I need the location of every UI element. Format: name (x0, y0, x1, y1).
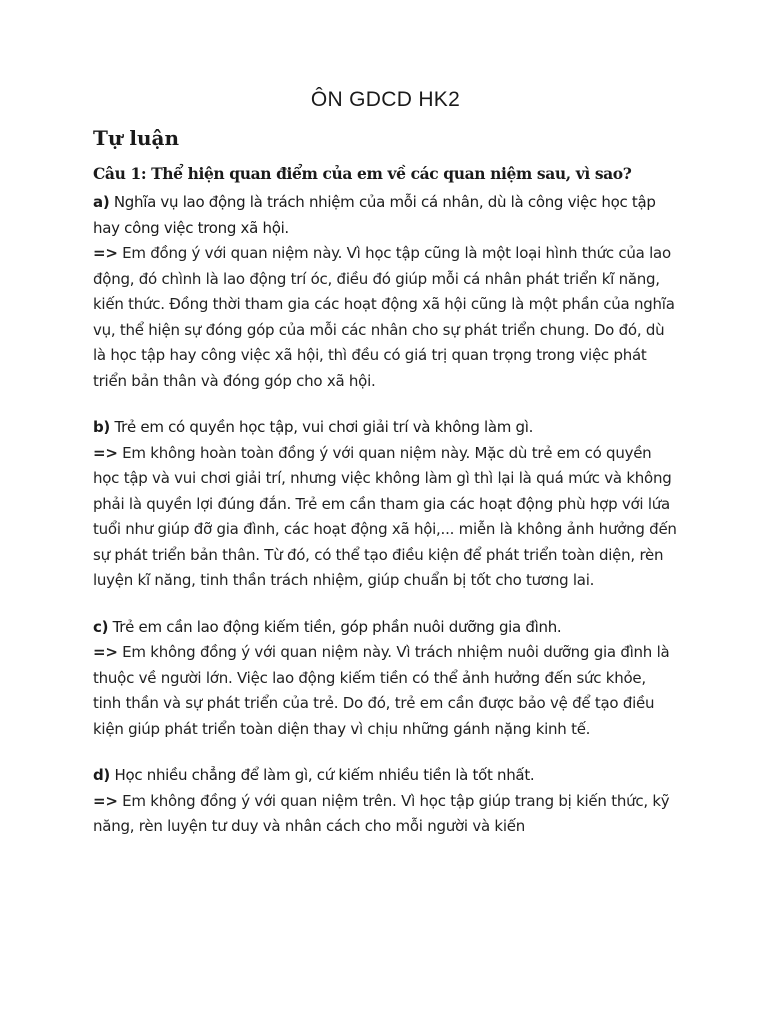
item-answer-text: Em không hoàn toàn đồng ý với quan niệm này. Mặc dù trẻ em có quyền học tập và vui chơi giải trí, nhưng việc không làm gì thì lại là quá mức và không phải là quyền lợi đúng đắn. Trẻ em cần tham gia các hoạt động phù hợp với lứa tuổi như giúp đỡ gia đình, các hoạt động xã hội,... miễn là không ảnh hưởng đến sự phát triển bản thân. Từ đó, có thể tạo điều kiện để phát triển toàn diện, rèn luyện kĩ năng, tinh thần trách nhiệm, giúp chuẩn bị tốt cho tương lai. (93, 443, 677, 589)
item-prompt-text: Học nhiều chẳng để làm gì, cứ kiếm nhiều tiền là tốt nhất. (114, 766, 535, 784)
item-prompt (93, 615, 678, 641)
item-a (93, 190, 678, 394)
question-heading: Câu 1: Thể hiện quan điểm của em về các quan niệm sau, vì sao? (93, 164, 632, 183)
item-letter: b) (93, 418, 110, 436)
item-prompt (93, 763, 678, 789)
item-b (93, 415, 678, 594)
item-letter: a) (93, 193, 110, 211)
document-title: ÔN GDCD HK2 (310, 88, 461, 111)
item-answer-text: Em đồng ý với quan niệm này. Vì học tập cũng là một loại hình thức của lao động, đó chình là lao động trí óc, điều đó giúp mỗi cá nhân phát triển kĩ năng, kiến thức. Đồng thời tham gia các hoạt động xã hội cũng là một phần của nghĩa vụ, thể hiện sự đóng góp của mỗi các nhân cho sự phát triển chung. Do đó, dù là học tập hay công việc xã hội, thì đều có giá trị quan trọng trong việc phát triển bản thân và đóng góp cho xã hội. (93, 244, 675, 390)
arrow-marker: => (93, 244, 118, 262)
item-answer (93, 789, 678, 840)
item-answer (93, 640, 678, 742)
item-prompt-text: Nghĩa vụ lao động là trách nhiệm của mỗi cá nhân, dù là công việc học tập hay công việc trong xã hội. (93, 193, 656, 237)
item-prompt (93, 415, 678, 441)
item-prompt-text: Trẻ em có quyền học tập, vui chơi giải trí và không làm gì. (114, 418, 534, 436)
arrow-marker: => (93, 643, 118, 661)
section-heading: Tự luận (93, 126, 180, 150)
item-answer-text: Em không đồng ý với quan niệm này. Vì trách nhiệm nuôi dưỡng gia đình là thuộc về người lớn. Việc lao động kiếm tiền có thể ảnh hưởng đến sức khỏe, tinh thần và sự phát triển của trẻ. Do đó, trẻ em cần được bảo vệ để tạo điều kiện giúp phát triển toàn diện thay vì chịu những gánh nặng kinh tế. (93, 643, 670, 738)
item-prompt-text: Trẻ em cần lao động kiếm tiền, góp phần nuôi dưỡng gia đình. (112, 617, 562, 636)
arrow-marker: => (93, 443, 118, 462)
item-answer (93, 441, 678, 594)
item-answer (93, 241, 678, 394)
item-answer-text: Em không đồng ý với quan niệm trên. Vì học tập giúp trang bị kiến thức, kỹ năng, rèn luyện tư duy và nhân cách cho mỗi người và kiến (93, 791, 670, 835)
item-letter: c) (93, 617, 109, 636)
item-c (93, 615, 678, 743)
arrow-marker: => (93, 791, 118, 810)
item-d (93, 763, 678, 840)
item-letter: d) (93, 766, 110, 784)
item-prompt (93, 190, 678, 241)
